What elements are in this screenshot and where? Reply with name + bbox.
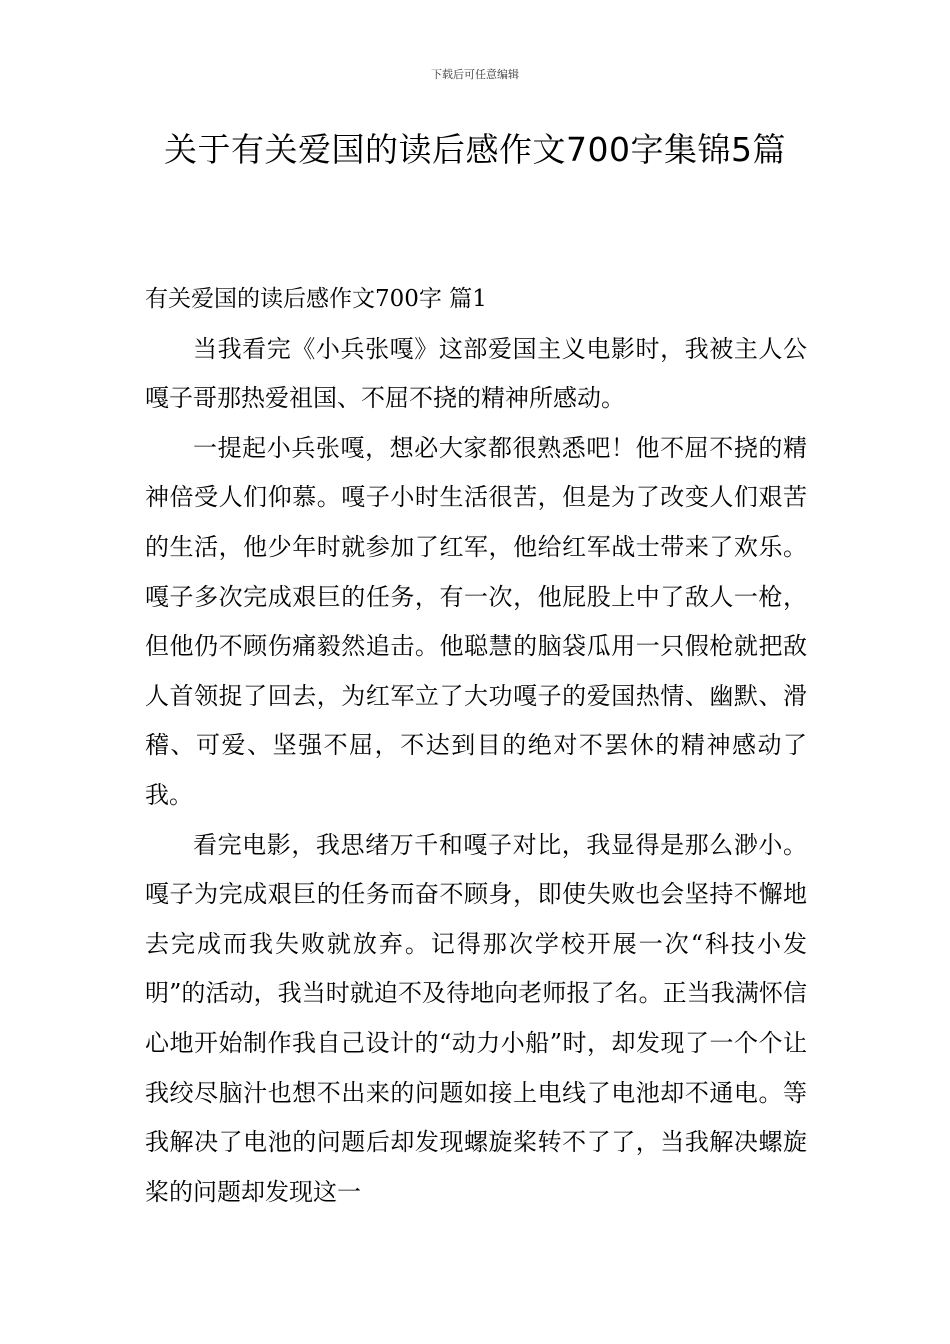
header-note: 下载后可任意编辑 [431, 68, 519, 81]
paragraph-1: 当我看完《小兵张嘎》这部爱国主义电影时，我被主人公嘎子哥那热爱祖国、不屈不挠的精神所感动。 [145, 334, 807, 413]
paragraph-2: 一提起小兵张嘎，想必大家都很熟悉吧！他不屈不挠的精神倍受人们仰慕。嘎子小时生活很苦，但是为了改变人们艰苦的生活，他少年时就参加了红军，他给红军战士带来了欢乐。嘎子多次完成艰巨的任务，有一次，他屁股上中了敌人一枪，但他仍不顾伤痛毅然追击。他聪慧的脑袋瓜用一只假枪就把敌人首领捉了回去，为红军立了大功嘎子的爱国热情、幽默、滑稽、可爱、坚强不屈，不达到目的绝对不罢休的精神感动了我。 [145, 433, 807, 809]
document-body [145, 275, 807, 1217]
document-title: 关于有关爱国的读后感作文700字集锦5篇 [164, 130, 786, 169]
paragraph-3: 看完电影，我思绪万千和嘎子对比，我显得是那么渺小。嘎子为完成艰巨的任务而奋不顾身，即使失败也会坚持不懈地去完成而我失败就放弃。记得那次学校开展一次“科技小发明”的活动，我当时就迫不及待地向老师报了名。正当我满怀信心地开始制作我自己设计的“动力小船”时，却发现了一个个让我绞尽脑汁也想不出来的问题如接上电线了电池却不通电。等我解决了电池的问题后却发现螺旋桨转不了了，当我解决螺旋桨的问题却发现这一 [145, 830, 807, 1206]
section-heading: 有关爱国的读后感作文700字 篇1 [145, 286, 487, 312]
